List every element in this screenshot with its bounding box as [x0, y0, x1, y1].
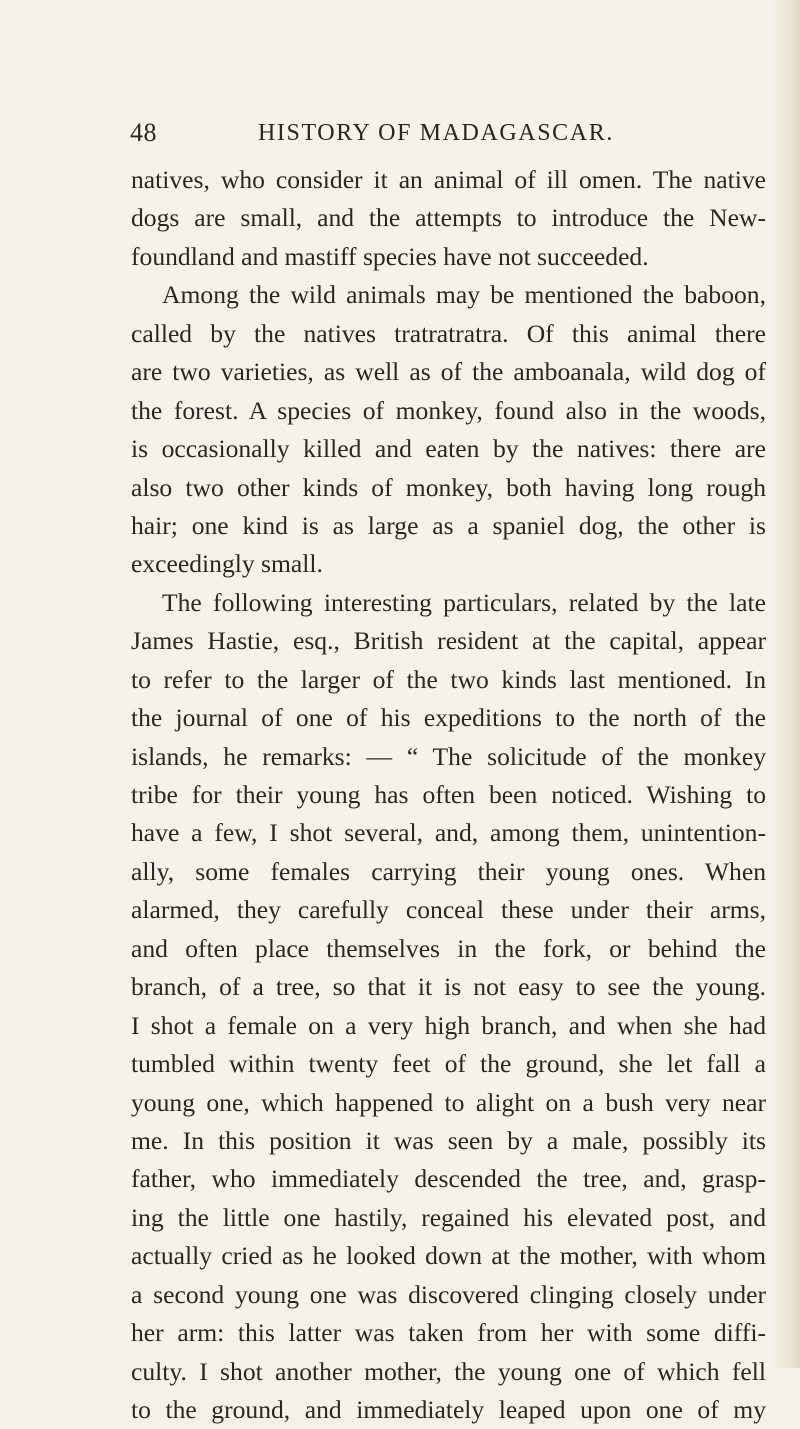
- text-line: also two other kinds of monkey, both having long rough: [131, 472, 766, 502]
- text-line: the journal of one of his expeditions to the north of the: [131, 703, 766, 733]
- text-line: me. In this position it was seen by a male, possibly its: [131, 1125, 766, 1155]
- text-line: islands, he remarks: — “ The solicitude of the monkey: [131, 741, 766, 771]
- text-line: to refer to the larger of the two kinds last mentioned. In: [131, 664, 766, 694]
- text-line: ally, some females carrying their young ones. When: [131, 856, 766, 886]
- text-line: tumbled within twenty feet of the ground, she let fall a: [131, 1049, 766, 1079]
- text-line: the forest. A species of monkey, found also in the woods,: [131, 395, 766, 425]
- text-line: ing the little one hastily, regained his elevated post, and: [131, 1202, 766, 1232]
- text-line: called by the natives tratratratra. Of this animal there: [131, 318, 766, 348]
- text-line: to the ground, and immediately leaped upon one of my: [131, 1395, 766, 1424]
- text-line: culty. I shot another mother, the young one of which fell: [131, 1356, 766, 1386]
- page-number: 48: [130, 118, 157, 147]
- text-line: The following interesting particulars, related by the late: [162, 587, 766, 617]
- text-line: foundland and mastiff species have not succeeded.: [131, 241, 649, 271]
- text-line: are two varieties, as well as of the amboanala, wild dog of: [131, 357, 766, 387]
- text-line: dogs are small, and the attempts to introduce the New-: [131, 203, 766, 233]
- text-line: Among the wild animals may be mentioned the baboon,: [162, 280, 766, 310]
- text-line: I shot a female on a very high branch, and when she had: [131, 1010, 766, 1040]
- text-line: father, who immediately descended the tree, and, grasp-: [131, 1164, 766, 1194]
- running-head: HISTORY OF MADAGASCAR.: [258, 120, 614, 146]
- text-line: is occasionally killed and eaten by the natives: there are: [131, 434, 766, 464]
- text-line: James Hastie, esq., British resident at the capital, appear: [131, 626, 766, 656]
- text-line: branch, of a tree, so that it is not easy to see the young.: [131, 972, 766, 1002]
- page-header: [130, 118, 770, 152]
- text-line: actually cried as he looked down at the mother, with whom: [131, 1241, 766, 1271]
- text-line: natives, who consider it an animal of ill omen. The native: [131, 165, 766, 194]
- text-line: young one, which happened to alight on a bush very near: [131, 1087, 766, 1117]
- text-line: have a few, I shot several, and, among them, unintention-: [131, 818, 766, 848]
- text-line: hair; one kind is as large as a spaniel dog, the other is: [131, 510, 766, 540]
- body-text: [131, 161, 766, 1429]
- text-line: her arm: this latter was taken from her with some diffi-: [131, 1318, 766, 1348]
- text-line: and often place themselves in the fork, or behind the: [131, 933, 766, 963]
- text-line: exceedingly small.: [131, 549, 323, 579]
- text-line: a second young one was discovered clinging closely under: [131, 1279, 766, 1309]
- text-line: tribe for their young has often been noticed. Wishing to: [131, 780, 766, 809]
- text-line: alarmed, they carefully conceal these under their arms,: [131, 895, 766, 925]
